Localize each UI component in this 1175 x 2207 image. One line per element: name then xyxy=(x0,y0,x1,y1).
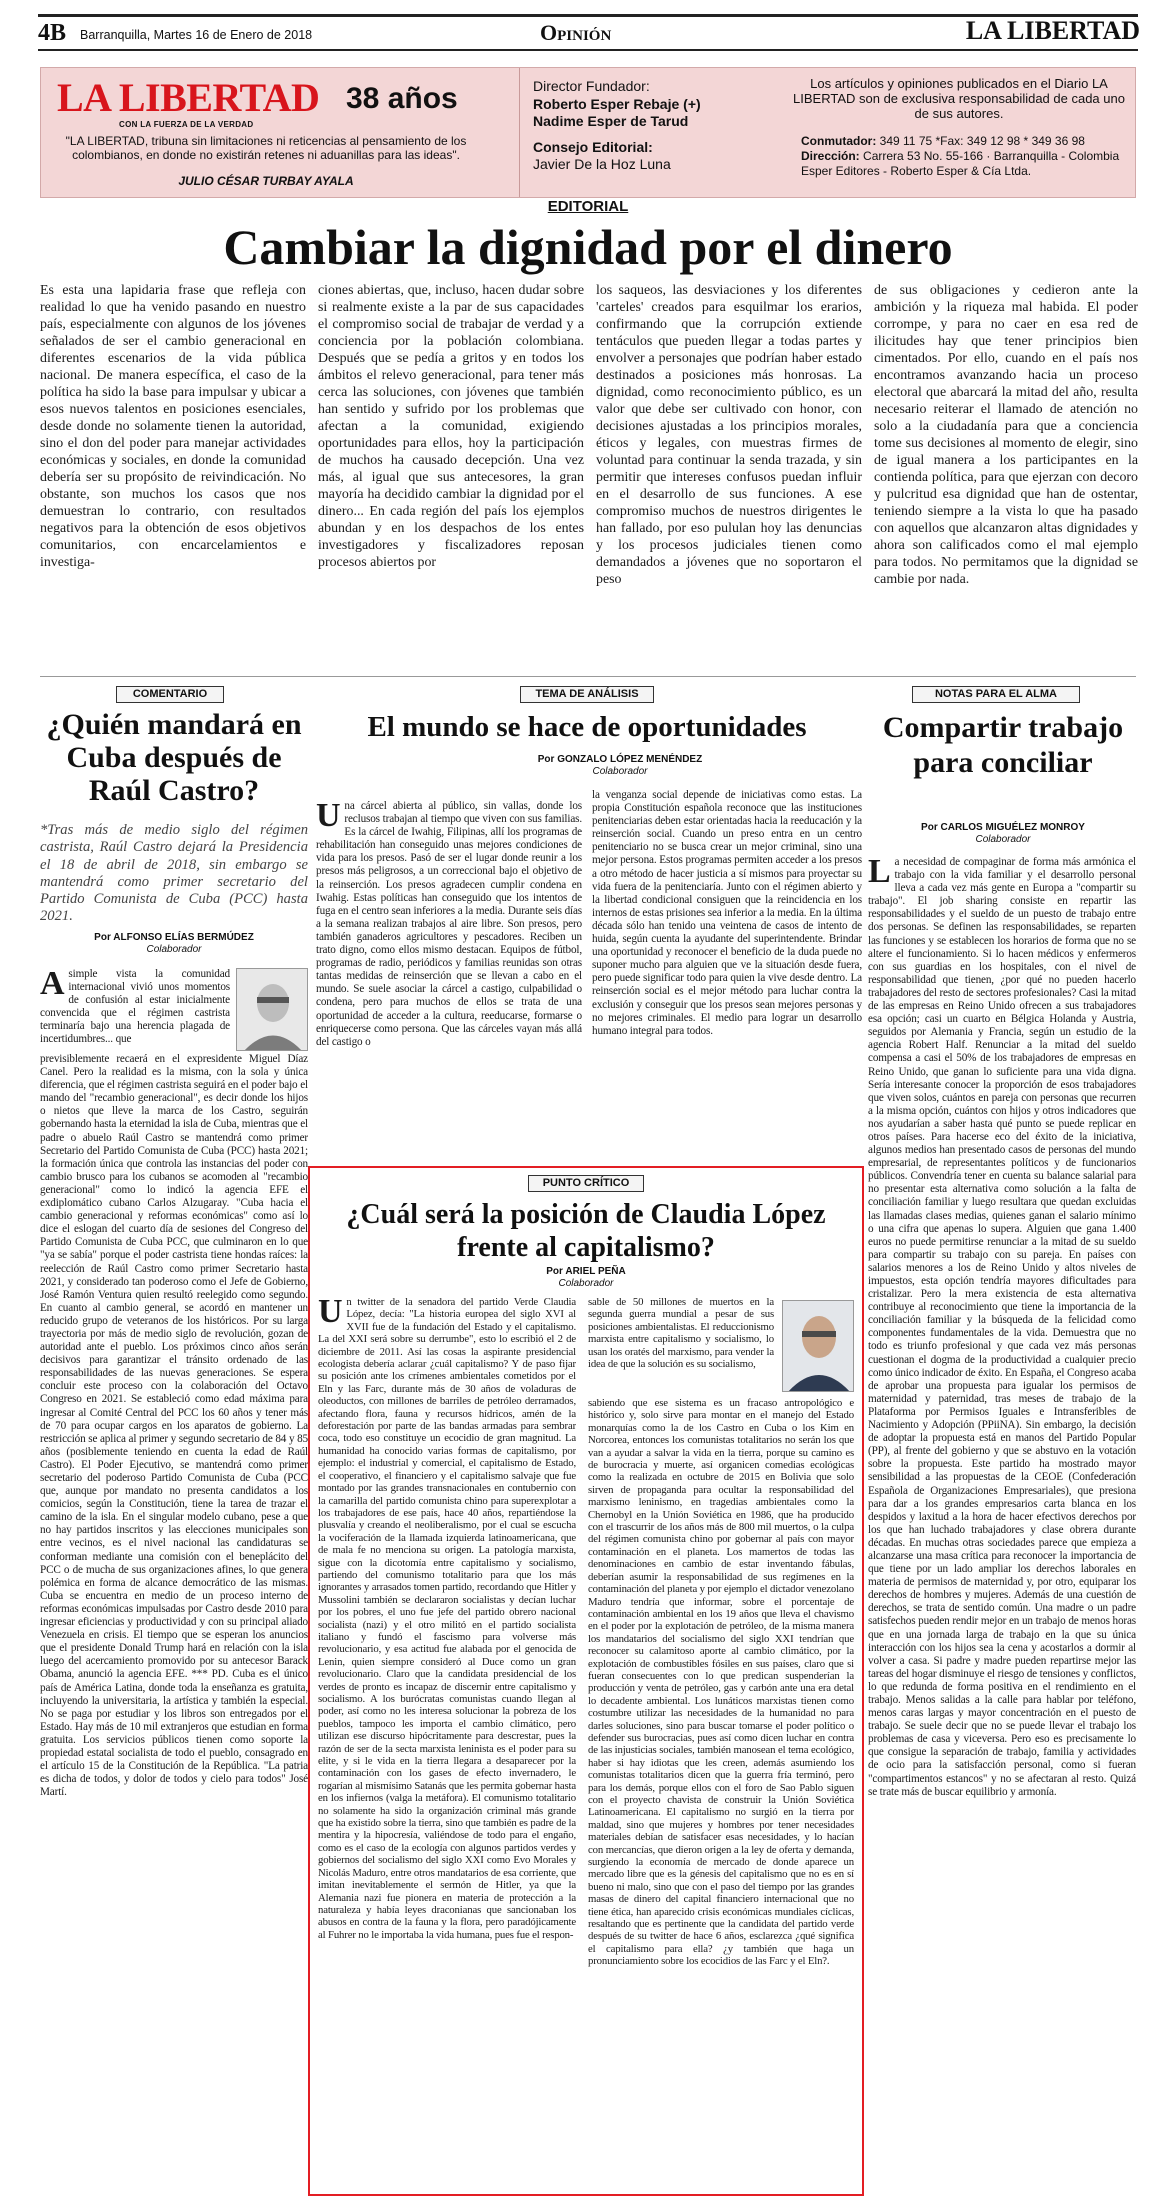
founder-label: Director Fundador: xyxy=(533,78,650,94)
masthead-divider xyxy=(519,68,520,197)
paper-name: LA LIBERTAD xyxy=(965,16,1140,45)
logo: LA LIBERTAD xyxy=(57,75,320,120)
analisis-kicker: TEMA DE ANÁLISIS xyxy=(520,686,654,703)
critico-dropcap: U xyxy=(318,1296,343,1330)
tagline: CON LA FUERZA DE LA VERDAD xyxy=(119,120,254,129)
notas-dropcap: L xyxy=(868,856,891,890)
editorial-col-3: los saqueos, las desviaciones y los diferentes 'carteles' creados para esquilmar los erarios, confirmando que la corrupción extiende tentáculos que pueden llegar a todas partes y envolver a personajes que podrían haber estado destinados a posiciones más honrosas. La dignidad, como reconocimiento público, es un valor que debe ser cultivado con honor, con decisiones ajustadas a los principios morales, éticos y legales, con muestras firmes de voluntad para continuar la senda trazada, y sin permitir que intereses confusos puedan influir en el desarrollo de sus funciones. A ese compromiso muchos de nuestros dirigentes le han fallado, por eso pululan hoy las denuncias y los procesos judiciales tienen como demandados a jóvenes que no soportaron el peso xyxy=(596,283,862,587)
critico-title: ¿Cuál será la posición de Claudia López frente al capitalismo? xyxy=(346,1199,826,1263)
editorial-col-4: de sus obligaciones y cedieron ante la ambición y la riqueza mal habida. El poder corrompe, y para no caer en esa red de ilicitudes hay que tener principios bien cimentados. Por ello, cuando en el país nos encontramos avanzando hacia un proceso electoral que abarcará la mitad del año, resulta necesario reiterar el llamado de atención no solo a la ciudadanía para que a conciencia tome sus decisiones al momento de elegir, sino de igual manera a los participantes en la contienda política, para que ejerzan con decoro y pulcritud esa dignidad que han de ostentar, teniendo siempre a la vista lo que ha pasado con aquellos que alcanzaron altas dignidades y ahora son calificados como el mal ejemplo para todos. No permitamos que la dignidad se cambie por nada. xyxy=(874,283,1138,587)
founder-name: Roberto Esper Rebaje (+) xyxy=(533,96,701,112)
publisher: Esper Editores - Roberto Esper & Cía Ltda. xyxy=(801,164,1032,178)
address-value: Carrera 53 No. 55-166 · Barranquilla - Colombia xyxy=(863,149,1120,163)
phone-label: Conmutador: xyxy=(801,134,877,148)
notas-byline: Por CARLOS MIGUÉLEZ MONROY Colaborador xyxy=(921,822,1085,845)
comentario-byline: Por ALFONSO ELÍAS BERMÚDEZ Colaborador xyxy=(94,932,254,955)
editorial-col-1: Es esta una lapidaria frase que refleja con realidad lo que ha venido pasando en nuestro país, especialmente con algunos de los jóvenes señalados de ser el cambio generacional en diferentes escenarios de la vida pública nacional. De manera específica, el caso de la política ha sido la base para impulsar y ubicar a esos nuevos talentos en posiciones esenciales, desde donde no solamente tienen la autoridad, sino el don del poder para manejar actividades económicas y sociales, en donde la comunidad debería ser su propósito de reivindicación. No obstante, son muchos los casos que nos demuestran lo contrario, con resultados negativos para la obtención de esos objetivos comunitarios, con encarcelamientos e investiga- xyxy=(40,283,306,570)
analisis-col-1: Una cárcel abierta al público, sin vallas, donde los reclusos trabajan al tiempo que viven con sus familias. Es la cárcel de Iwahig, Filipinas, allí los programas de rehabilitación han conseguido unas mejores condiciones de vida para los presos. Pasó de ser el lugar donde reunir a los presos más peligrosos, a un correccional bajo el objetivo de la reinserción. Los presos agradecen cumplir condena en Iwahig. Estas políticas han conseguido que los intentos de fuga en el centro sean inferiores a la media. Durante seis días a la semana realizan trabajos al aire libre. Son presos, pero también ganaderos agricultores y pescadores. Reciben un trato digno, como ellos mismo destacan. Equipos de fútbol, programas de radio, periódicos y familias reunidas son otras tantas medidas de reinserción que se llevan a cabo en el mundo. Se suele asociar la cárcel a castigo, culpabilidad o condena, pero para muchos de ellos se trata de una oportunidad de acceder a la cultura, reeducarse, formarse o enriquecerse como persona. Que las cárceles vayan más allá del castigo o xyxy=(316,800,582,1048)
years-badge: 38 años xyxy=(346,82,458,115)
phone-value: 349 11 75 *Fax: 349 12 98 * 349 36 98 xyxy=(879,134,1085,148)
comentario-dropcap: A xyxy=(40,968,65,1002)
analisis-title: El mundo se hace de oportunidades xyxy=(367,711,807,743)
quote-author: JULIO CÉSAR TURBAY AYALA xyxy=(178,174,354,188)
editorial-bottom-rule xyxy=(40,676,1136,677)
council-label: Consejo Editorial: xyxy=(533,139,653,155)
notas-title: Compartir trabajo para conciliar xyxy=(882,711,1124,779)
critico-col-1: Un twitter de la senadora del partido Verde Claudia López, decía: "La historia europea del siglo XVI al XVII fue de la fundación del Estado y el capitalismo. La del XXI será sobre su derrumbe", esto lo escribió el 2 de diciembre de 2011. Así las cosas la aspirante presidencial ecologista debería aclarar ¿cuál capitalismo? Y de paso fijar su posición ante los crímenes ambientales cometidos por el Eln y las Farc, durante más de 30 años de voladuras de oleoductos, con millones de barriles de petróleo derramados, afectando flora, fauna y recursos hídricos, amén de la deforestación por parte de las bandas armadas para sembrar coca, todo eso constituye un ecocidio de gran magnitud. La humanidad ha conocido varias formas de capitalismo, por ejemplo: el industrial y comercial, el capitalismo de Estado, el cooperativo, el financiero y el capitalismo salvaje que fue montado por las grandes transnacionales en contubernio con la camarilla del partido comunista chino para superexplotar a los trabajadores de ese país, hace 40 años, repartiéndose la plusvalía y creando el neoliberalismo, por el cual se escucha la vociferación de la llamada izquierda latinoamericana, que de mala fe no menciona su origen. La patología marxista, sigue con la dicotomía entre capitalismo y socialismo, partiendo del comunismo totalitario para que los más ignorantes y arrasados tomen partido, recordando que Hitler y Mussolini también se declararon socialistas y decían luchar por los pobres, el uno fue jefe del partido obrero nacional socialista (nazi) y el otro militó en el partido socialista italiano y fundó el fascismo para volverse más revolucionario, y esa actitud fue alabada por el genocida de Lenin, quien siempre consideró al Duce como un gran revolucionario. Claro que la candidata presidencial de los verdes de pronto es incapaz de discernir entre capitalismo y socialismo. A los burócratas comunistas cuando llegan al poder, así como no les interesa solucionar la pobreza de los pueblos, tampoco les importa el cambio climático, pero utilizan ese discurso hipócritamente para descrestar, pues la razón de ser de la secta marxista leninista es el poder para su elite, y si le vida en la tierra llegara a desaparecer por la contaminación con los gases de efecto invernadero, le rogarían al mismísimo Satanás que les permita gobernar hasta en los infiernos (valga la metáfora). El comunismo totalitario no solamente ha sido la organización criminal más grande que ha existido sobre la tierra, sino que también es padre de la mentira y la hipocresía, valiéndose de todo para el engaño, como es el caso de la ecología con algunos partidos verdes y gobiernos del socialismo del siglo XXI como Evo Morales y Nicolás Maduro, entre otros mandatarios de esa corriente, que imitan inevitablemente el sermón de Hitler, ya que la Alemania nazi fue pionera en materia de protección a la naturaleza y había leyes draconianas que sancionaban los abusos en contra de la fauna y la flora, pero paradójicamente al Fuhrer no le importaba la vida humana, pues fue el respon- xyxy=(318,1296,576,1941)
critico-kicker: PUNTO CRÍTICO xyxy=(528,1175,644,1192)
analisis-dropcap: U xyxy=(316,800,341,834)
responsibility-notice: Los artículos y opiniones publicados en el Diario LA LIBERTAD son de exclusiva responsabilidad de cada uno de sus autores. xyxy=(793,76,1125,121)
page-number: 4B xyxy=(38,20,67,46)
analisis-byline: Por GONZALO LÓPEZ MENÉNDEZ Colaborador xyxy=(537,754,703,777)
notas-kicker: NOTAS PARA EL ALMA xyxy=(912,686,1080,703)
editorial-title: Cambiar la dignidad por el dinero xyxy=(223,219,953,275)
critico-col-2: sabiendo que ese sistema es un fracaso antropológico e histórico y, solo sirve para montar en el manejo del Estado monarquías como la de los Castro en Cuba o los Kim en Norcorea, entonces los comunistas totalitarios no serán los que van a ayudar a salvar la vida en la tierra, porque su camino es de burocracia y muerte, así organicen comedias ecológicas como la realizada en octubre de 2015 en Bolivia que solo sirven de propaganda para ocultar la responsabilidad del marxismo leninismo, en tragedias ambientales como la Chernobyl en la Unión Soviética en 1986, que ha producido con el trascurrir de los años más de 800 mil muertos, o la culpa del régimen comunista chino por gobernar al país con mayor contaminación en el planeta. Los mamertos de todas las denominaciones en cambio de estar inventando fábulas, deberían asumir la responsabilidad de sus regímenes en la contaminación del planeta y por ejemplo el dictador venezolano Maduro tendría que informar, sobre el porcentaje de contaminación ambiental en los 19 años que lleva el chavismo en el poder por la explotación de petróleo, de la misma manera los mandatarios del socialismo del siglo XXI tendrían que reconocer su calamitoso aporte al cambio climático, por la explotación de combustibles fósiles en sus países, claro que si fueran consecuentes con lo que predican suspenderían la producción y venta de petróleo, gas y carbón ante una era detal lo decadente ambiental. Los lunáticos marxistas tienen como costumbre utilizar las necesidades de la humanidad no para darles soluciones, sino para buscar tomarse el poder político o defender sus burocracias, pues así como dicen luchar en contra de las injusticias sociales, también manosean el tema ecológico, haber si hay idiotas que les creen, además asumiendo los comunistas totalitarios dicen que la guerra fría terminó, pero para los demás, porque ellos con el foro de Sao Pablo siguen con el proyecto chavista de construir la Unión Soviética Latinoamericana. El capitalismo no surgió en la tierra por maldad, sino que mujeres y hombres por tener necesidades materiales debían de satisfacer esas necesidades, y lo hacían con mercancías, que dieron origen a la ley de oferta y demanda, surgiendo la economía de mercado de donde aparece un mercado libre que es la génesis del capitalismo que no es en sí bueno ni malo, sino que con el paso del tiempo por las grandes masas de dinero del capital financiero internacional que no tiene ética, han aparecido crisis económicas mundiales cíclicas, resaltando que es pertinente que la candidata del partido verde después de su twitter de hace 6 años, esclarezca ¿qué significa el capitalismo para ella? ¿y también que haga un pronunciamiento sobre los ecocidios de las Farc y el Eln?. xyxy=(588,1397,854,1968)
comentario-title: ¿Quién mandará en Cuba después de Raúl Castro? xyxy=(46,708,302,807)
comentario-lead: *Tras más de medio siglo del régimen castrista, Raúl Castro dejará la Presidencia el 18 de abril de 2018, sin embargo se mantendrá como primer secretario del Partido Comunista de Cuba (PCC) hasta 2021. xyxy=(40,822,308,925)
editorial-col-2: ciones abiertas, que, incluso, hacen dudar sobre si realmente existe a la par de sus capacidades el compromiso social de trabajar de verdad y a conciencia por la población colombiana. Después que se pedía a gritos y en todos los ámbitos el relevo generacional, para tener más cerca las soluciones, con jóvenes que también han sentido y sufrido por los problemas que afectan a la comunidad, exigiendo oportunidades para ellos, hoy la participación de muchos ha causado decepción. Una vez más, al igual que sus antecesores, la gran mayoría ha decidido cambiar la dignidad por el dinero... En cada región del país los ejemplos abundan y en los despachos de los entes investigadores y fiscalizadores reposan procesos abiertos por xyxy=(318,283,584,570)
founder-quote: "LA LIBERTAD, tribuna sin limitaciones ni reticencias al pensamiento de los colombianos, en donde no existirán retenes ni aduanillas para las ideas". xyxy=(65,134,467,162)
header-rule xyxy=(38,49,1138,51)
council-name: Javier De la Hoz Luna xyxy=(533,156,671,172)
author-photo xyxy=(236,968,308,1051)
director-name: Nadime Esper de Tarud xyxy=(533,113,689,129)
critico-byline: Por ARIEL PEÑA Colaborador xyxy=(546,1266,626,1289)
analisis-col-2: la venganza social depende de iniciativas como estas. La propia Constitución española reconoce que las instituciones penitenciarias deben estar orientadas hacia la reeducación y la reinserción social. Cuando un preso entra en un centro penitenciario no se busca crear un mejor criminal, sino una mejor persona. Estos programas permiten acceder a los presos a otro método de hacer justicia a sí mismos para proyectar su vida fuera de la penitenciaría. Junto con el régimen abierto y la libertad condicional consiguen que la reincidencia en los internos de estas prisiones sea inferior a la media. En la última década sólo han tenido una veintena de casos de intento de huida, según cuenta la ayudante del superintendente. Brindar una oportunidad y reconocer el beneficio de la duda puede no suponer mucho para alguien que ve la situación desde fuera, pero puede significar todo para quien la vive desde dentro. La reinserción social es el mejor método para luchar contra la exclusión y conseguir que los presos sean mejores personas y no mejores criminales. El medio para lograr un desarrollo humano integral para todos. xyxy=(592,789,862,1037)
comentario-kicker: COMENTARIO xyxy=(116,686,224,703)
date-line: Barranquilla, Martes 16 de Enero de 2018 xyxy=(80,28,313,42)
contact-block xyxy=(801,134,1131,179)
masthead-box xyxy=(40,67,1136,198)
notas-body: La necesidad de compaginar de forma más armónica el trabajo con la vida familiar y el desarrollo personal lleva a cada vez más gente en Europa a "compartir su trabajo". El job sharing consiste en repartir las responsabilidades y el sueldo de un puesto de trabajo entre dos personas. Se definen las responsabilidades, se reparten las funciones y se establecen los horarios de forma que no se altere el funcionamiento. Si lo hacen médicos y enfermeros con sus guardias en los hospitales, con el nivel de responsabilidad que tienen, ¿por qué no pueden hacerlo trabajadores del resto de sectores profesionales? Casi la mitad de las empresas en Reino Unido ofrecen a sus trabajadores esa opción; casi un cuarto en Bélgica Holanda y Austria, seguidos por Alemania y Francia, según un estudio de la agencia Robert Half. Renunciar a la mitad del sueldo compensa a casi el 50% de los trabajadores de empresas en Reino Unido, que ganan lo suficiente para una vida digna. Sería interesante conocer la proporción de esos trabajadores que viven solos, cuántos en pareja con personas que recurren a la misma opción, cuántos con hijos y otros indicadores que nos ayudarían a saber hasta qué punto se puede replicar en otros países. Para hacerse eco del éxito de la iniciativa, algunos medios han presentado casos de personas del mundo empresarial, de representantes políticos y de funcionarios públicos. Convendría tener en cuenta su balance salarial para no presentar esta alternativa como solución a la falta de conciliación familiar y luego resultara que quedan excluidas las llamadas clases medias, quienes ganan el salario mínimo o una cifra que apenas lo supera. Alguien que gana 1.400 euros no puede permitirse renunciar a la mitad de su sueldo para compartir su trabajo con su pareja. En países con salarios menores a los de Reino Unido y altos niveles de impuestos, esta opción tendría mayores dificultades para cristalizar. Pero la mera existencia de esta alternativa contribuye al reconocimiento que tiene la importancia de la conciliación familiar y la búsqueda de la felicidad como componentes fundamentales de la vida. Demuestra que no todo es triunfo profesional y que cada vez más personas cuestionan el dogma de la productividad a cualquier precio como único indicador de éxito. En España, el Congreso acaba de aprobar una propuesta para igualar los permisos de maternidad y paternidad, tras meses de trabajo de la Plataforma por Permisos Iguales e Intransferibles de Nacimiento y Adopción (PPiiNA). Sin embargo, la decisión de adoptar la propuesta está en manos del Partido Popular (PP), al frente del gobierno y que se abstuvo en la votación sobre la propuesta. Este partido ha mostrado mayor sensibilidad a las propuestas de la CEOE (Confederación Española de Organizaciones Empresariales), que presiona para dar a los grandes empresarios carta blanca en los despidos y laxitud a la hora de hacer efectivos derechos por los que han luchado trabajadores y clase obrera durante décadas. En muchas otras sociedades parece que empieza a alcanzarse una masa crítica para reconocer la importancia de que tiene por un lado ampliar los derechos laborales en materia de permisos de maternidad y, por otro, equiparar los derechos de hombres y mujeres. Además de una cuestión de derechos, se trata de sentido común. Una madre o un padre satisfechos pueden rendir mejor en un trabajo de menos horas que en una jornada larga de trabajo en la que su única interacción con los hijos sea la cena y acostarlos a dormir al volver a casa. Si padre y madre pueden repartirse mejor las tareas del hogar disminuye el riesgo de tensiones y conflictos, lo que redunda de forma positiva en el rendimiento en el trabajo. Menos salidas a la calle para hablar por teléfono, menos caras largas y mayor concentración en el puesto de trabajo. Se suele decir que no se puede llevar el trabajo los problemas de casa y viceversa. Pero eso es precisamente lo que consigue la separación de trabajo, familia y actividades de ocio para la satisfacción personal, como si fueran "compartimentos estancos" y no se afectaran al resto. Quizá se trate más de buscar equilibrio y armonía. xyxy=(868,856,1136,1798)
editorial-kicker: EDITORIAL xyxy=(547,198,629,215)
address-label: Dirección: xyxy=(801,149,860,163)
critico-col-2-top: sable de 50 millones de muertos en la segunda guerra mundial a pesar de sus posiciones ambientalistas. El reduccionismo marxista entre capitalismo y socialismo, lo usan los oratés del marxismo, para vender la idea de que la solución es su socialismo, xyxy=(588,1296,774,1371)
author-photo-pena xyxy=(782,1300,854,1392)
comentario-body-top: Asimple vista la comunidad internacional vivió unos momentos de confusión al estar inicialmente convencida que el régimen castrista terminaría bajo una herencia plagada de incertidumbres... que xyxy=(40,968,230,1046)
comentario-body: previsiblemente recaerá en el expresidente Miguel Díaz Canel. Pero la realidad es la misma, con la sola y única diferencia, que el régimen castrista seguirá en el poder bajo el mando del "recambio generacional", es decir donde los hijos o nietos que lleve la marca de los Castro, seguirán gobernando hasta la eternidad la isla de Cuba, mientras que el padre o abuelo Raúl Castro se mantendrá como primer Secretario del Partido Comunista de Cuba (PCC) hasta 2021; la formación única que controla las instancias del poder con cambio brusco para los cubanos se acomoden al "recambio generacional" como lo indicó la agencia EFE el exdiplomático cubano Carlos Alzugaray. "Cuba hacia el cambio generacional y reformas económicas" como así lo dice el eslogan del cuarto día de sesiones del Congreso del Partido Comunista de Cuba PCC, que culminaron en lo que "ya se sabía" porque el poder castrista tiene hondas raíces: la reelección de Raúl Castro como primer Secretario hasta 2021, y considerado tan poderoso como el Jefe de Gobierno, José Ramón Ventura quien resultó reelegido como segundo. En cuanto al cambio general, se acordó en mantener un reducido grupo de veteranos de los históricos. Por su larga trayectoria por más de medio siglo de revolución, gozan de autoridad ante el pueblo. Los próximos cinco años serán decisivos para garantizar el tránsito ordenado de las responsabilidades de las nuevas generaciones. Se espera concluir este proceso con la colaboración del Octavo Congreso en 2021. Se estableció como edad máxima para ingresar al Comité Central del PCC los 60 años y tener más de 70 para ocupar cargos en los aparatos de gobierno. La restricción se aplica al primer y segundo secretario de 84 y 85 años (posiblemente teniendo en cuenta la edad de Raúl Castro). El Poder Ejecutivo, se mantendrá como primer secretario del poderoso Partido Comunista de Cuba (PCC que, aunque por mandato no presenta candidatos a los comicios, según la Constitución, tiene la tarea de trazar el camino de la isla. En el singular modelo cubano, pese a que no hay partidos inscritos y las elecciones municipales son entre vecinos, es el nivel nacional las candidaturas se conforman mediante una comisión con el beneplácito del PCC o de mucha de sus organizaciones afines, lo que genera polémica en forma de alcance democrático de las mismas. Cuba se encuentra en medio de un proceso interno de reformas económicas impulsadas por Castro desde 2010 para ingresar eficiencias y productividad y con su principal aliado Venezuela en crisis. El tiempo que se esperan los anuncios que el presidente Donald Trump hará en relación con la isla luego del acercamiento promovido por su antecesor Barack Obama, anunció la agencia EFE. *** PD. Cuba es el único país de América Latina, donde toda la enseñanza es gratuita, incluyendo la universitaria, la artística y también la especial. No se paga por estudiar y los libros son entregados por el Estado. Hay más de 10 mil extranjeros que estudian en forma gratuita. Los servicios públicos tienen como soporte la propiedad estatal socialista de todo el pueblo, consagrado en el artículo 15 de la Constitución de la República. "La patria es dicha de todos, y dolor de todos y cielo para todos" José Martí. xyxy=(40,1053,308,1799)
section-title: Opinión xyxy=(540,20,612,45)
